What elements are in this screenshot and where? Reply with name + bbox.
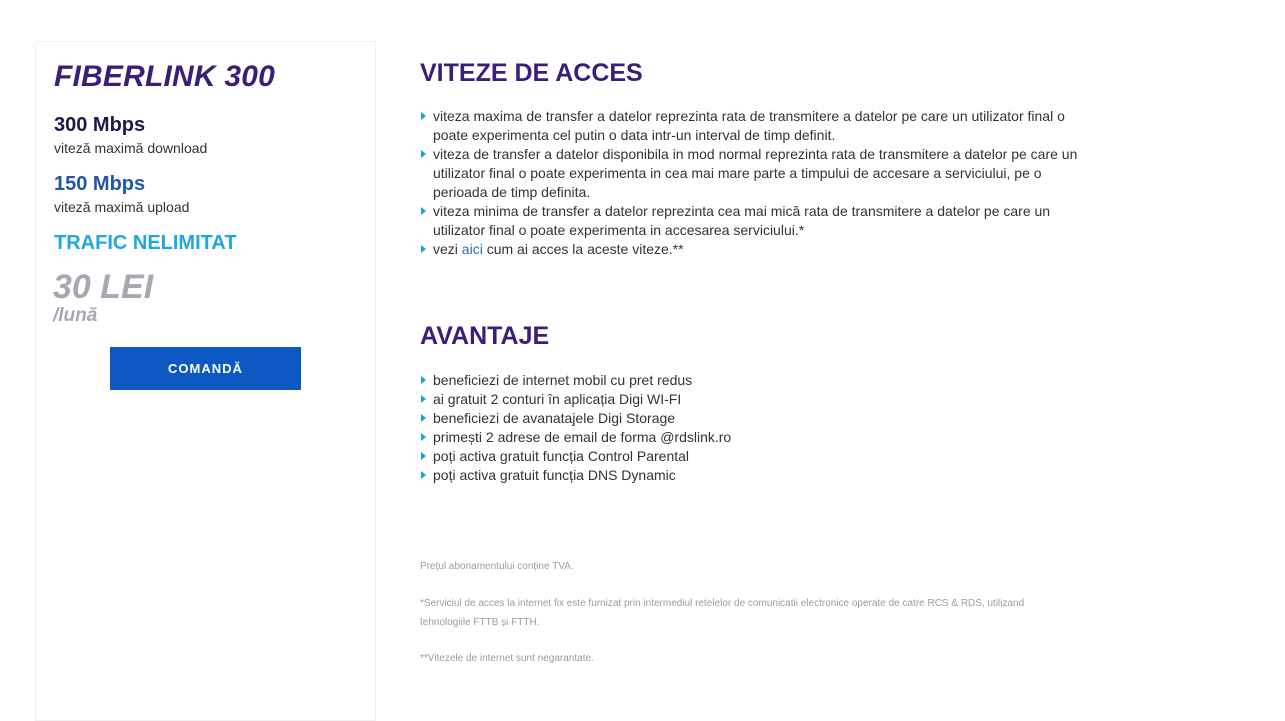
bullet-arrow-icon bbox=[421, 452, 426, 460]
list-item bbox=[420, 145, 1080, 202]
download-speed-value: 300 Mbps bbox=[54, 114, 146, 136]
bullet-arrow-icon bbox=[421, 395, 426, 403]
speeds-section-title: VITEZE DE ACCES bbox=[420, 59, 643, 87]
list-item bbox=[420, 240, 1080, 259]
service-note: *Serviciul de acces la internet fix este furnizat prin intermediul retelelor de comunicatii electronice operate de catre RCS & RDS, utilizand tehnologiile FTTB și FTTH. bbox=[420, 598, 1025, 628]
list-item bbox=[420, 371, 1080, 390]
list-item-text: primești 2 adrese de email de forma @rdslink.ro bbox=[433, 429, 732, 445]
list-item-text: viteza minima de transfer a datelor reprezinta cea mai mică rata de transmitere a datelor pe care un utilizator final o poate experimenta in accesarea serviciului.* bbox=[433, 203, 1051, 238]
order-button[interactable]: COMANDĂ bbox=[110, 347, 301, 390]
list-item bbox=[420, 202, 1080, 240]
traffic-label: TRAFIC NELIMITAT bbox=[54, 232, 237, 254]
list-item-text: viteza de transfer a datelor disponibila in mod normal reprezinta rata de transmitere a datelor pe care un utilizator final o poate experimenta in cea mai mare parte a timpului de accesare a serviciului, pe o perioada de timp definita. bbox=[433, 146, 1078, 200]
download-speed bbox=[54, 114, 207, 156]
list-item-text: poți activa gratuit funcția DNS Dynamic bbox=[433, 467, 676, 483]
benefits-section-title: AVANTAJE bbox=[420, 322, 550, 350]
list-item-text: viteza maxima de transfer a datelor reprezinta rata de transmitere a datelor pe care un utilizator final o poate experimenta cel putin o data intr-un interval de timp definit. bbox=[433, 108, 1065, 143]
upload-speed bbox=[54, 173, 189, 215]
plan-card bbox=[35, 41, 376, 721]
list-item-text: ai gratuit 2 conturi în aplicația Digi WI-FI bbox=[433, 391, 682, 407]
speed-note: **Vitezele de internet sunt negarantate. bbox=[420, 653, 594, 664]
list-item-text-before: vezi bbox=[433, 241, 462, 257]
list-item bbox=[420, 107, 1080, 145]
list-item-text: beneficiezi de avanatajele Digi Storage bbox=[433, 410, 676, 426]
list-item bbox=[420, 390, 1080, 409]
list-item-text: poți activa gratuit funcția Control Parental bbox=[433, 448, 690, 464]
price-value: 30 LEI bbox=[53, 268, 154, 306]
list-item bbox=[420, 409, 1080, 428]
bullet-arrow-icon bbox=[421, 150, 426, 158]
bullet-arrow-icon bbox=[421, 471, 426, 479]
upload-speed-value: 150 Mbps bbox=[54, 173, 146, 195]
bullet-arrow-icon bbox=[421, 207, 426, 215]
here-link[interactable]: aici bbox=[461, 241, 483, 257]
list-item-text: beneficiezi de internet mobil cu pret redus bbox=[433, 372, 693, 388]
bullet-arrow-icon bbox=[421, 112, 426, 120]
list-item bbox=[420, 447, 1080, 466]
list-item bbox=[420, 466, 1080, 485]
vat-note: Prețul abonamentului conține TVA. bbox=[420, 561, 574, 572]
bullet-arrow-icon bbox=[421, 376, 426, 384]
plan-title: FIBERLINK 300 bbox=[54, 60, 275, 93]
list-item-text-after: cum ai acces la aceste viteze.** bbox=[482, 241, 684, 257]
bullet-arrow-icon bbox=[421, 414, 426, 422]
bullet-arrow-icon bbox=[421, 433, 426, 441]
benefits-list bbox=[420, 371, 1080, 485]
download-speed-label: viteză maximă download bbox=[54, 140, 208, 156]
bullet-arrow-icon bbox=[421, 245, 426, 253]
price-period: /lună bbox=[53, 305, 98, 326]
list-item bbox=[420, 428, 1080, 447]
speeds-list bbox=[420, 107, 1080, 259]
upload-speed-label: viteză maximă upload bbox=[54, 199, 190, 215]
